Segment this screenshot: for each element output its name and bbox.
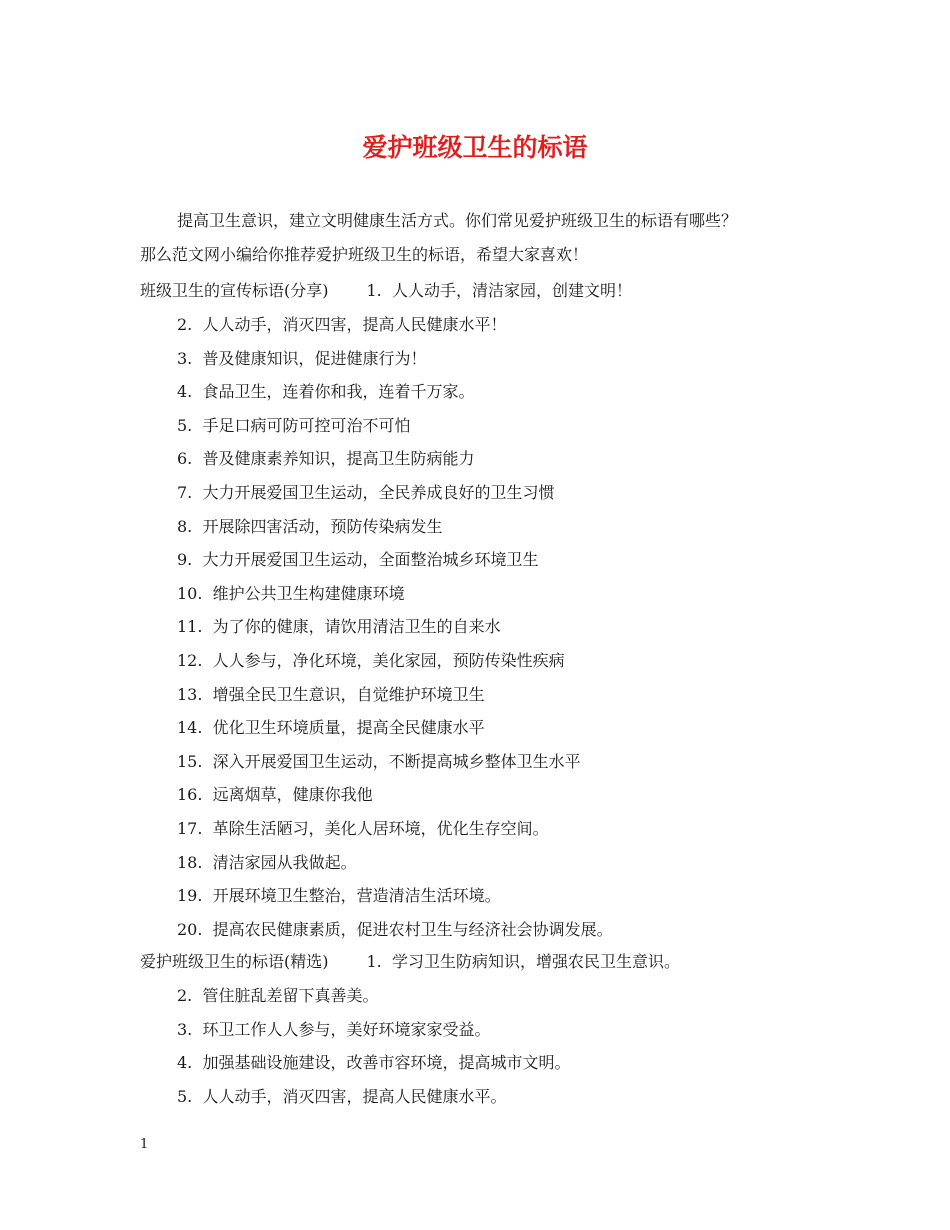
- item-text: 人人动手，消灭四害，提高人民健康水平。: [202, 1086, 507, 1106]
- list-item: [177, 313, 506, 337]
- item-text: 为了你的健康，请饮用清洁卫生的自来水: [212, 617, 501, 637]
- item-number: 10.: [177, 583, 203, 603]
- item-number: 14.: [177, 718, 203, 738]
- intro-paragraph-line-2: 那么范文网小编给你推荐爱护班级卫生的标语，希望大家喜欢！: [140, 245, 589, 264]
- item-text: 清洁家园从我做起。: [212, 852, 357, 872]
- item-text: 人人动手，清洁家园，创建文明！: [391, 281, 632, 300]
- list-item: [177, 918, 613, 942]
- list-item: [177, 615, 501, 639]
- item-number: 17.: [177, 819, 203, 838]
- item-number: 11.: [177, 617, 203, 637]
- item-number: 6.: [177, 449, 193, 469]
- list-item: [177, 716, 485, 740]
- list-item: [177, 683, 485, 707]
- item-number: 4.: [177, 1053, 193, 1073]
- item-text: 人人参与，净化环境，美化家园，预防传染性疾病: [212, 651, 565, 670]
- list-item: [177, 515, 442, 539]
- intro-paragraph-line-1: 提高卫生意识，建立文明健康生活方式。你们常见爱护班级卫生的标语有哪些？: [177, 211, 738, 230]
- section-heading-selected: [140, 950, 680, 974]
- item-number: 2.: [177, 315, 193, 334]
- item-text: 深入开展爱国卫生运动，不断提高城乡整体卫生水平: [212, 751, 581, 771]
- page-title: 爱护班级卫生的标语: [362, 133, 588, 162]
- item-text: 优化卫生环境质量，提高全民健康水平: [212, 718, 485, 738]
- page-number: 1: [140, 1137, 149, 1152]
- list-item: [177, 649, 565, 673]
- list-item: [177, 851, 357, 875]
- item-number: 13.: [177, 684, 203, 704]
- item-number: 4.: [177, 382, 193, 402]
- list-item: [177, 1018, 490, 1042]
- item-number: 8.: [177, 516, 193, 536]
- item-number: 7.: [177, 483, 193, 502]
- item-text: 增强全民卫生意识，自觉维护环境卫生: [212, 684, 485, 704]
- item-text: 提高农民健康素质，促进农村卫生与经济社会协调发展。: [212, 919, 613, 939]
- section-heading-share: [140, 279, 632, 303]
- list-item: [177, 1085, 506, 1109]
- list-item: [177, 548, 538, 572]
- item-text: 开展环境卫生整治，营造清洁生活环境。: [212, 886, 501, 906]
- list-item: [177, 347, 426, 371]
- section-heading-label: 班级卫生的宣传标语(分享): [140, 281, 329, 300]
- item-text: 食品卫生，连着你和我，连着千万家。: [202, 382, 475, 402]
- list-item: [177, 380, 474, 404]
- item-text: 普及健康素养知识，提高卫生防病能力: [202, 449, 475, 469]
- item-text: 维护公共卫生构建健康环境: [212, 583, 405, 603]
- list-item: [177, 817, 549, 841]
- item-number: 5.: [177, 1086, 193, 1106]
- list-item: [177, 1051, 570, 1075]
- item-number: 19.: [177, 886, 203, 906]
- item-number: 16.: [177, 785, 203, 805]
- list-item: [177, 414, 410, 438]
- item-text: 加强基础设施建设，改善市容环境，提高城市文明。: [202, 1053, 571, 1073]
- item-number: 9.: [177, 550, 193, 570]
- item-number: 2.: [177, 986, 193, 1005]
- item-text: 革除生活陋习，美化人居环境，优化生存空间。: [212, 819, 549, 838]
- item-text: 开展除四害活动，预防传染病发生: [202, 516, 443, 536]
- item-text: 管住脏乱差留下真善美。: [202, 986, 379, 1005]
- item-text: 环卫工作人人参与，美好环境家家受益。: [202, 1019, 491, 1039]
- item-number: 3.: [177, 1019, 193, 1039]
- item-number: 1.: [366, 952, 382, 971]
- item-number: 20.: [177, 919, 203, 939]
- item-number: 18.: [177, 852, 203, 872]
- list-item: [177, 481, 554, 505]
- list-item: [177, 447, 474, 471]
- list-item: [177, 783, 373, 807]
- item-number: 5.: [177, 415, 193, 435]
- list-item: [177, 884, 501, 908]
- item-text: 大力开展爱国卫生运动，全面整治城乡环境卫生: [202, 550, 539, 570]
- list-item: [177, 750, 581, 774]
- item-number: 1.: [366, 281, 382, 300]
- section-heading-label: 爱护班级卫生的标语(精选): [140, 952, 329, 971]
- item-number: 15.: [177, 751, 203, 771]
- item-number: 12.: [177, 651, 203, 670]
- item-text: 普及健康知识，促进健康行为！: [202, 348, 427, 368]
- item-text: 人人动手，消灭四害，提高人民健康水平！: [202, 315, 507, 334]
- item-text: 远离烟草，健康你我他: [212, 785, 373, 805]
- list-item: [177, 984, 378, 1008]
- item-text: 手足口病可防可控可治不可怕: [202, 415, 411, 435]
- item-number: 3.: [177, 348, 193, 368]
- item-text: 大力开展爱国卫生运动，全民养成良好的卫生习惯: [202, 483, 555, 502]
- list-item: [177, 582, 405, 606]
- item-text: 学习卫生防病知识，增强农民卫生意识。: [391, 952, 680, 971]
